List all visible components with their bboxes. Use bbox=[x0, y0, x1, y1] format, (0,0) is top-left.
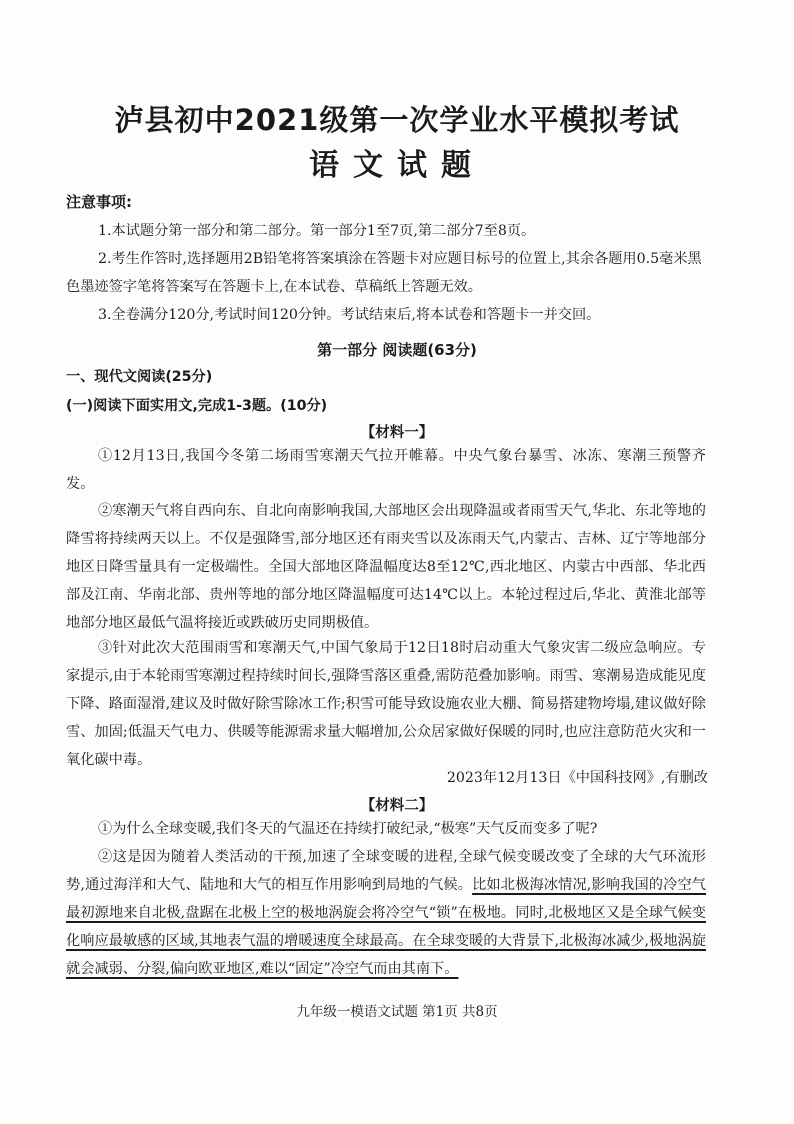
notice-item-2: 2.考生作答时,选择题用2B铅笔将答案填涂在答题卡对应题目标号的位置上,其余各题用0.5毫米黑色墨迹签字笔将答案写在答题卡上,在本试卷、草稿纸上答题无效。 bbox=[66, 251, 702, 295]
part1-title: 第一部分 阅读题(63分) bbox=[317, 341, 477, 359]
material1-paragraph-3: ③针对此次大范围雨雪和寒潮天气,中国气象局于12日18时启动重大气象灾害二级应急响应。专家提示,由于本轮雨雪寒潮过程持续时间长,强降雪落区重叠,需防范叠加影响。雨雪、寒潮易造成能见度下降、路面湿滑,建议及时做好除雪除冰工作;积雪可能导致设施农业大棚、简易搭建物垮塌,建议做好除雪、加固;低温天气电力、供暖等能源需求量大幅增加,公众居家做好保暖的同时,也应注意防范火灾和一氧化碳中毒。 bbox=[66, 640, 706, 768]
notice-heading: 注意事项: bbox=[66, 193, 132, 211]
material1-paragraph-1: ①12月13日,我国今冬第二场雨雪寒潮天气拉开帷幕。中央气象台暴雪、冰冻、寒潮三预警齐发。 bbox=[66, 448, 706, 492]
exam-title: 泸县初中2021级第一次学业水平模拟考试 bbox=[114, 103, 680, 137]
notice-item-1: 1.本试题分第一部分和第二部分。第一部分1至7页,第二部分7至8页。 bbox=[98, 223, 536, 239]
section-heading: 一、现代文阅读(25分) bbox=[66, 369, 213, 385]
exam-subtitle: 语文试题 bbox=[309, 148, 485, 183]
paragraph-text: ②这是因为随着人类活动的干预,加速了全球变暖的进程,全球气候变暖改变了全球的大气环流形势,通过海洋和大气、陆地和大气的相互作用影响到局地的气候。 bbox=[66, 849, 706, 893]
material2-paragraph-2 bbox=[66, 843, 706, 983]
material1-title: 【材料一】 bbox=[360, 425, 434, 441]
material1-source: 2023年12月13日《中国科技网》,有删改 bbox=[446, 770, 708, 786]
subsection-heading: (一)阅读下面实用文,完成1-3题。(10分) bbox=[66, 398, 328, 414]
material2-title: 【材料二】 bbox=[360, 798, 434, 814]
material2-paragraph-1: ①为什么全球变暖,我们冬天的气温还在持续打破纪录,“极寒”天气反而变多了呢? bbox=[98, 821, 598, 837]
material1-paragraph-2: ②寒潮天气将自西向东、自北向南影响我国,大部地区会出现降温或者雨雪天气,华北、东北等地的降雪将持续两天以上。不仅是强降雪,部分地区还有雨夹雪以及冻雨天气,内蒙古、吉林、辽宁等地部分地区日降雪量具有一定极端性。全国大部地区降温幅度达8至12℃,西北地区、内蒙古中西部、华北西部及江南、华南北部、贵州等地的部分地区降温幅度可达14℃以上。本轮过程过后,华北、黄淮北部等地部分地区最低气温将接近或跌破历史同期极值。 bbox=[66, 503, 706, 631]
underlined-passage: 比如北极海冰情况,影响我国的冷空气最初源地来自北极,盘踞在北极上空的极地涡旋会将冷空气“锁”在极地。同时,北极地区又是全球气候变化响应最敏感的区域,其地表气温的增暖速度全球最高。在全球变暖的大背景下,北极海冰减少,极地涡旋就会减弱、分裂,偏向欧亚地区,难以“固定”冷空气而由其南下。 bbox=[66, 877, 706, 977]
page-footer: 九年级一模语文试题 第1页 共8页 bbox=[296, 1004, 498, 1020]
notice-item-3: 3.全卷满分120分,考试时间120分钟。考试结束后,将本试卷和答题卡一并交回。 bbox=[98, 307, 601, 323]
